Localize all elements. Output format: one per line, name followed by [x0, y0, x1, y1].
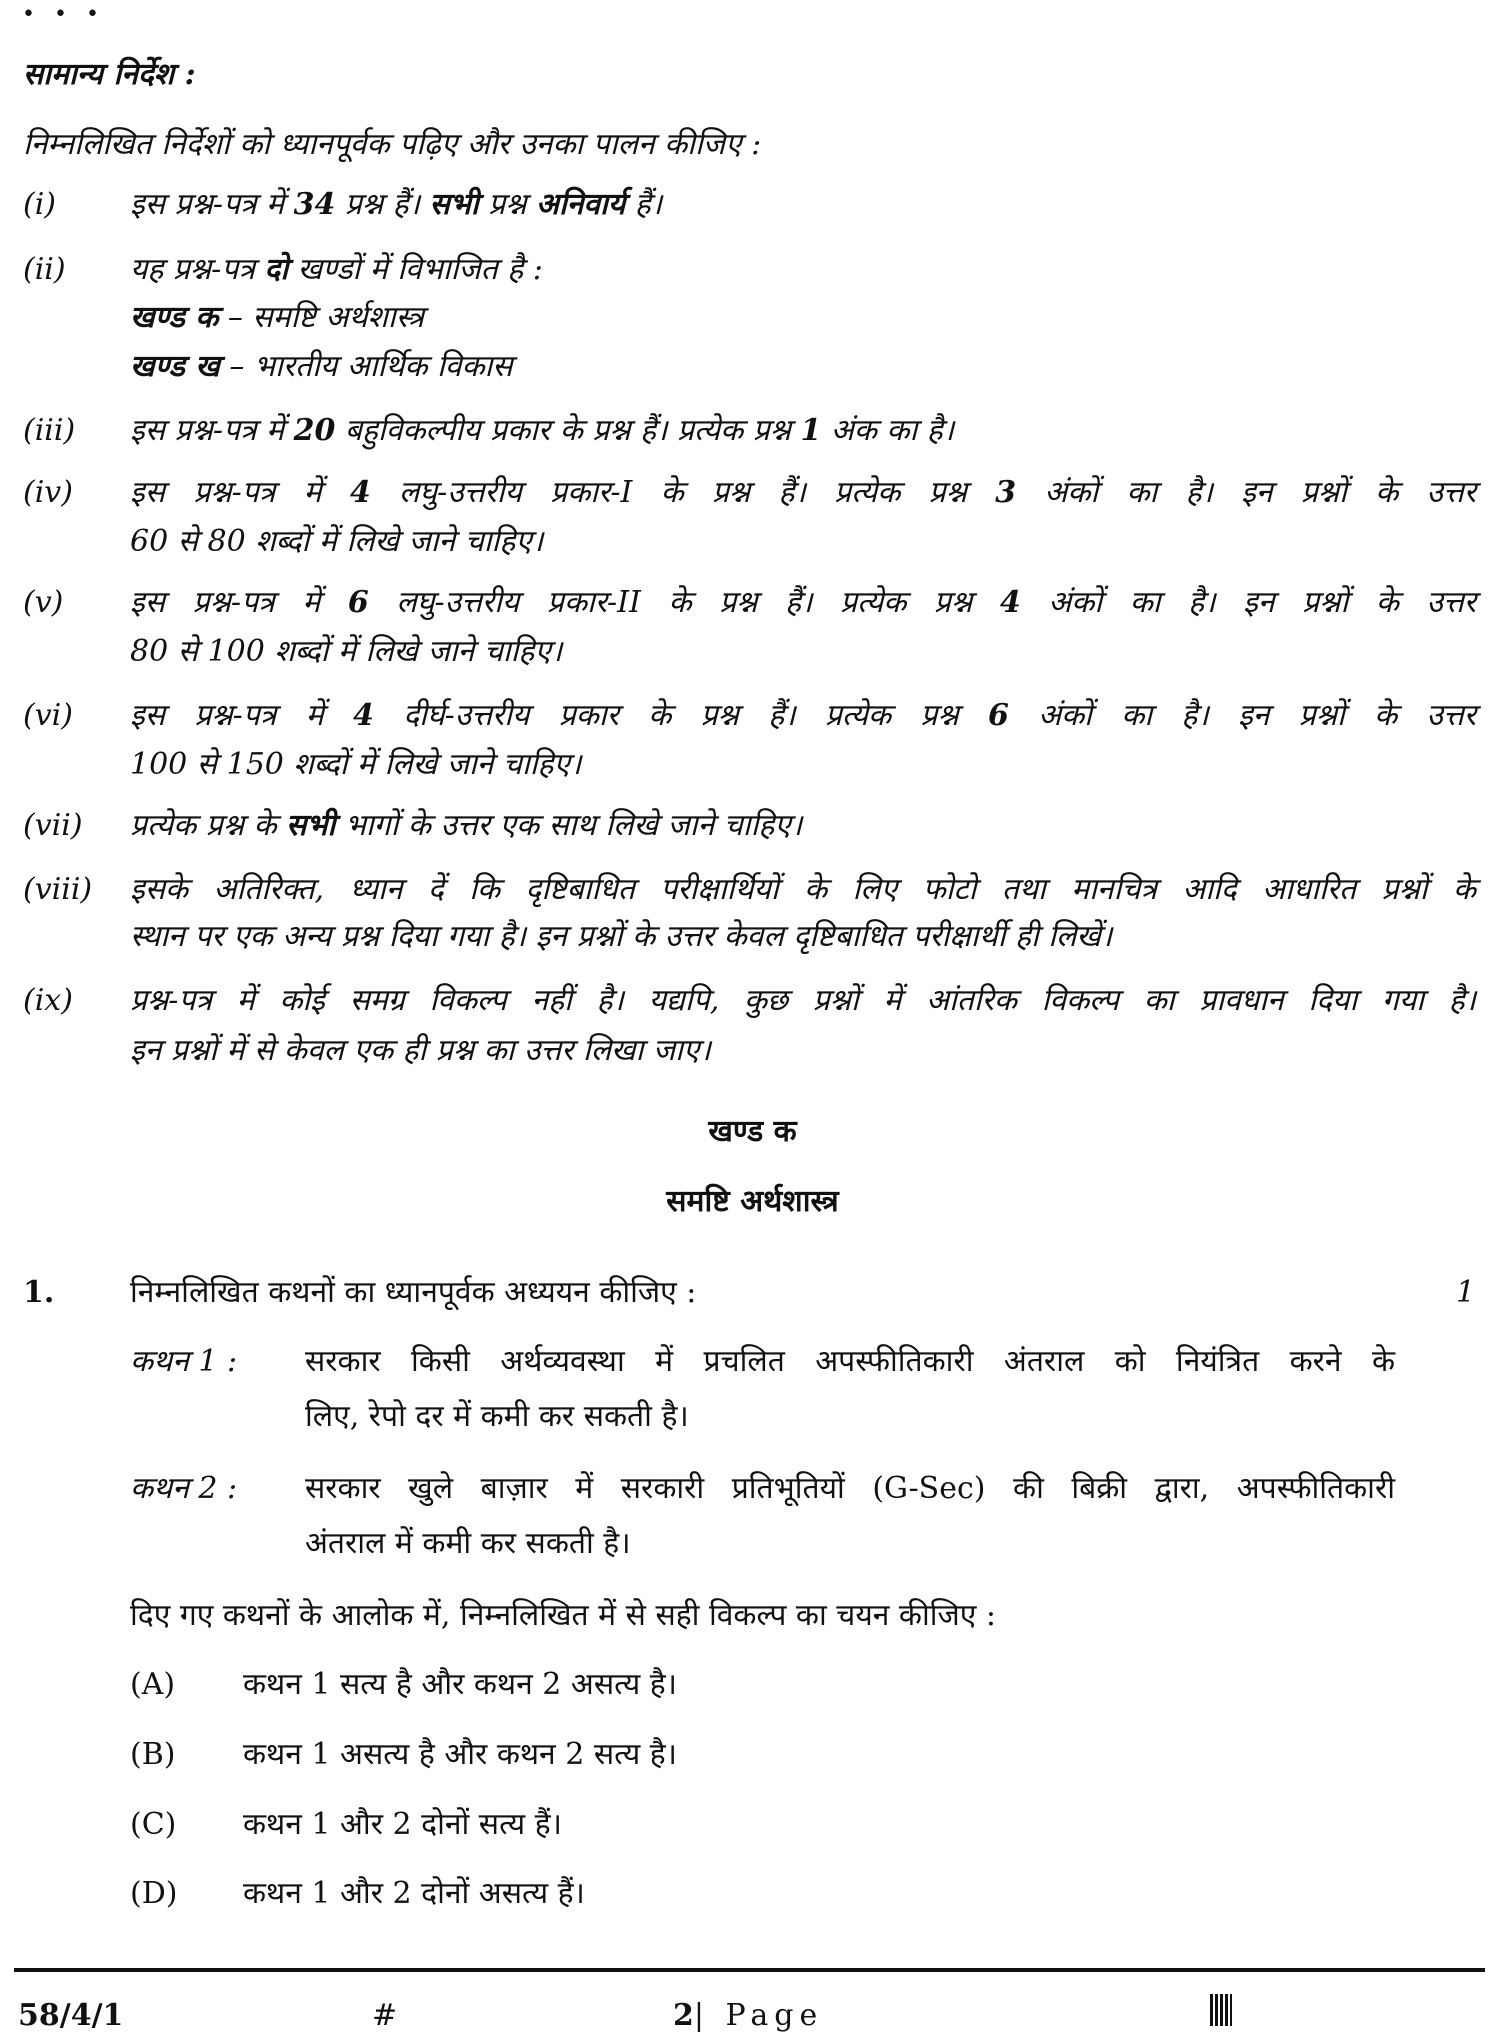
- section-b-line: [130, 347, 513, 387]
- text: इस प्रश्न-पत्र में: [130, 413, 294, 448]
- page-number: [673, 1996, 823, 2036]
- instruction-item-3: [130, 411, 954, 451]
- statement-2-text-line2: अंतराल में कमी कर सकती है।: [305, 1526, 631, 1561]
- statement-label: कथन 2 :: [130, 1471, 238, 1506]
- option-b-text: कथन 1 असत्य है और कथन 2 सत्य है।: [243, 1737, 678, 1772]
- instruction-item-6: [130, 696, 1476, 736]
- option-label: (C): [130, 1807, 177, 1842]
- page-num: 2: [673, 1998, 694, 2033]
- text: खण्ड ख: [130, 349, 220, 384]
- option-label: (B): [130, 1737, 176, 1772]
- text: 1: [800, 413, 822, 448]
- instruction-item-4-line2: 60 से 80 शब्दों में लिखे जाने चाहिए।: [130, 524, 544, 559]
- option-c-text: कथन 1 और 2 दोनों सत्य हैं।: [243, 1807, 563, 1842]
- option-label: (A): [130, 1667, 176, 1702]
- text: बहुविकल्पीय प्रकार के प्रश्न हैं। प्रत्येक प्रश्न: [335, 413, 801, 448]
- text: हैं।: [625, 187, 663, 222]
- item-number: (vi): [23, 698, 73, 733]
- section-subtitle: समष्टि अर्थशास्त्र: [666, 1184, 839, 1219]
- text: लघु-उत्तरीय प्रकार-II के प्रश्न हैं। प्रत्येक प्रश्न: [368, 585, 1000, 620]
- text: – समष्टि अर्थशास्त्र: [218, 300, 424, 335]
- statement-2-text: सरकार खुले बाज़ार में सरकारी प्रतिभूतियों (G-Sec) की बिक्री द्वारा, अपस्फीतिकारी: [305, 1471, 1395, 1506]
- instruction-item-9: प्रश्न-पत्र में कोई समग्र विकल्प नहीं है। यद्यपि, कुछ प्रश्नों में आंतरिक विकल्प का प्रावधान दिया गया है।: [130, 983, 1476, 1018]
- text: इस प्रश्न-पत्र में: [130, 698, 353, 733]
- instruction-item-2: [130, 250, 543, 290]
- text: इस प्रश्न-पत्र में: [130, 585, 348, 620]
- option-d-text: कथन 1 और 2 दोनों असत्य हैं।: [243, 1876, 585, 1911]
- statement-1-text-line2: लिए, रेपो दर में कमी कर सकती है।: [305, 1399, 689, 1434]
- item-number: (vii): [23, 808, 83, 843]
- text: अंकों का है। इन प्रश्नों के उत्तर: [1020, 585, 1476, 620]
- text: अंक का है।: [821, 413, 955, 448]
- general-instructions-intro: निम्नलिखित निर्देशों को ध्यानपूर्वक पढ़िए और उनका पालन कीजिए :: [23, 127, 762, 162]
- question-stem: निम्नलिखित कथनों का ध्यानपूर्वक अध्ययन कीजिए :: [130, 1275, 697, 1310]
- text: इस प्रश्न-पत्र में: [130, 475, 350, 510]
- footer-hash: #: [372, 1998, 398, 2033]
- paper-code: 58/4/1: [18, 1998, 124, 2033]
- option-label: (D): [130, 1876, 178, 1911]
- instruction-item-7: [130, 806, 802, 846]
- item-number: (iii): [23, 413, 76, 448]
- text: 4: [349, 475, 371, 510]
- instruction-item-5: [130, 583, 1476, 623]
- text: 6: [347, 585, 369, 620]
- text: 6: [988, 698, 1009, 733]
- text: सभी: [286, 808, 336, 843]
- text: इस प्रश्न-पत्र में: [130, 187, 294, 222]
- item-number: (i): [23, 187, 57, 222]
- text: 4: [999, 585, 1021, 620]
- qr-code-icon: [1210, 1994, 1232, 2026]
- instruction-item-8: इसके अतिरिक्त, ध्यान दें कि दृष्टिबाधित परीक्षार्थियों के लिए फोटो तथा मानचित्र आदि आधारित प्रश्नों के: [130, 872, 1476, 907]
- instruction-item-9-line2: इन प्रश्नों में से केवल एक ही प्रश्न का उत्तर लिखा जाए।: [130, 1033, 711, 1068]
- text: दो: [264, 252, 289, 287]
- page-word: | Page: [693, 1998, 824, 2033]
- text: लघु-उत्तरीय प्रकार-I के प्रश्न हैं। प्रत्येक प्रश्न: [370, 475, 996, 510]
- instruction-item-1: [130, 185, 662, 225]
- text: सभी: [429, 187, 479, 222]
- text: – भारतीय आर्थिक विकास: [219, 349, 513, 384]
- statement-label: कथन 1 :: [130, 1344, 238, 1379]
- text: खण्ड क: [130, 300, 219, 335]
- text: यह प्रश्न-पत्र: [130, 252, 265, 287]
- item-number: (iv): [23, 475, 73, 510]
- question-number: 1.: [23, 1275, 55, 1310]
- text: भागों के उत्तर एक साथ लिखे जाने चाहिए।: [335, 808, 803, 843]
- text: खण्डों में विभाजित है :: [288, 252, 543, 287]
- footer-rule: [14, 1968, 1485, 1972]
- question-prompt: दिए गए कथनों के आलोक में, निम्नलिखित में से सही विकल्प का चयन कीजिए :: [130, 1598, 996, 1633]
- statement-1-text: सरकार किसी अर्थव्यवस्था में प्रचलित अपस्फीतिकारी अंतराल को नियंत्रित करने के: [305, 1344, 1395, 1379]
- header-dots: • • •: [22, 2, 105, 27]
- item-number: (v): [23, 585, 64, 620]
- instruction-item-8-line2: स्थान पर एक अन्य प्रश्न दिया गया है। इन प्रश्नों के उत्तर केवल दृष्टिबाधित परीक्षार्थी ही लिखें।: [130, 919, 1113, 954]
- text: प्रत्येक प्रश्न के: [130, 808, 287, 843]
- item-number: (ii): [23, 252, 66, 287]
- item-number: (ix): [23, 983, 73, 1018]
- text: अंकों का है। इन प्रश्नों के उत्तर: [1008, 698, 1476, 733]
- instruction-item-6-line2: 100 से 150 शब्दों में लिखे जाने चाहिए।: [130, 747, 582, 782]
- text: प्रश्न: [478, 187, 537, 222]
- section-title: खण्ड क: [708, 1114, 797, 1149]
- instruction-item-4: [130, 473, 1476, 513]
- text: 3: [995, 475, 1017, 510]
- text: दीर्घ-उत्तरीय प्रकार के प्रश्न हैं। प्रत्येक प्रश्न: [373, 698, 988, 733]
- text: अनिवार्य: [536, 187, 626, 222]
- option-a-text: कथन 1 सत्य है और कथन 2 असत्य है।: [243, 1667, 678, 1702]
- text: प्रश्न हैं।: [335, 187, 430, 222]
- text: अंकों का है। इन प्रश्नों के उत्तर: [1016, 475, 1476, 510]
- instruction-item-5-line2: 80 से 100 शब्दों में लिखे जाने चाहिए।: [130, 634, 563, 669]
- text: 4: [352, 698, 374, 733]
- text: 34: [293, 187, 336, 222]
- question-marks: 1: [1456, 1275, 1476, 1310]
- item-number: (viii): [23, 872, 93, 907]
- section-a-line: [130, 298, 424, 338]
- text: 20: [293, 413, 336, 448]
- general-instructions-heading: सामान्य निर्देश :: [23, 57, 196, 92]
